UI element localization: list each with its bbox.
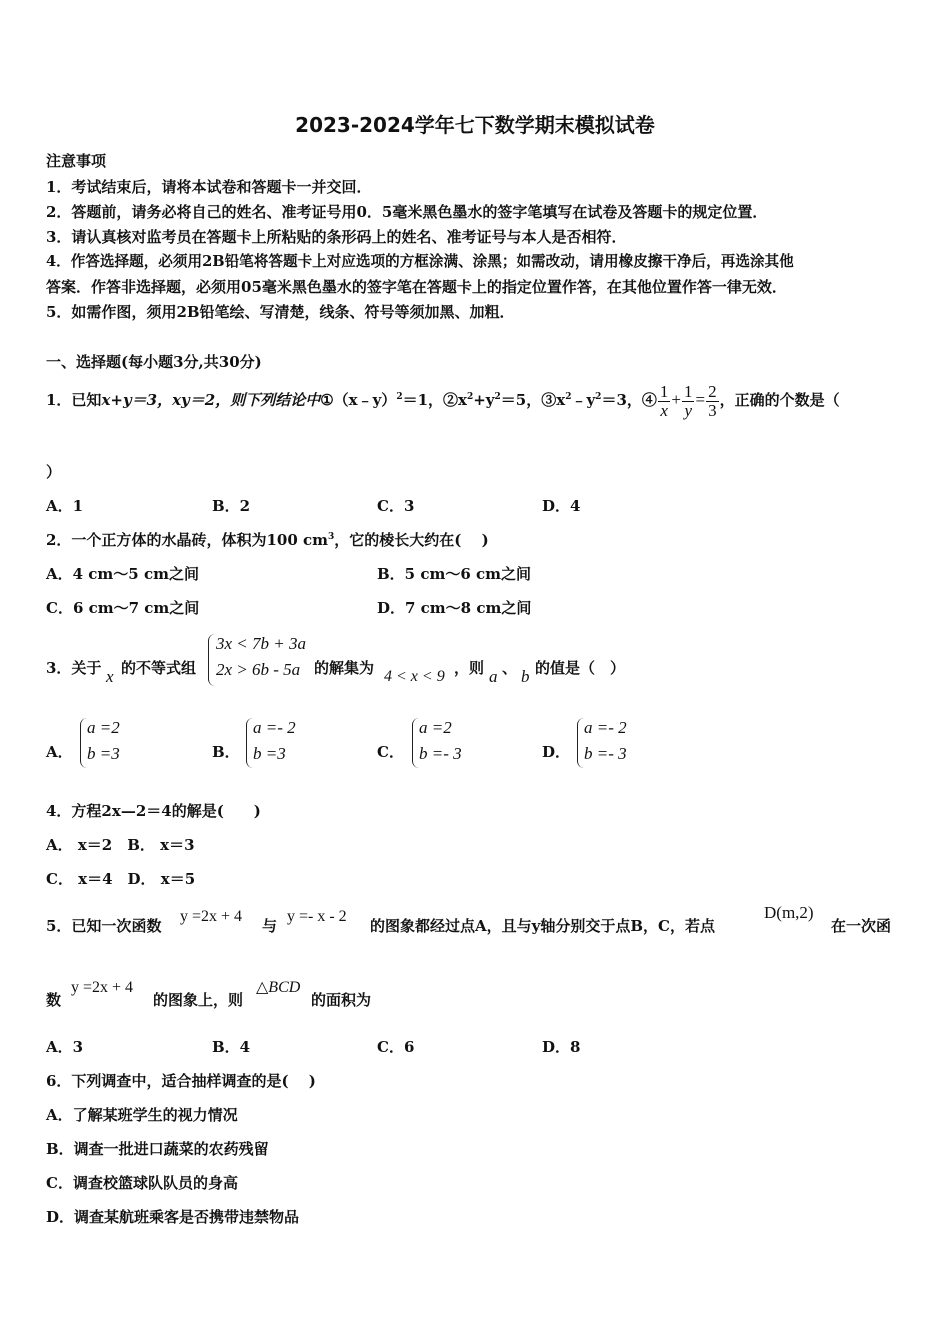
q3-option-a-label[interactable]: A．: [46, 743, 73, 761]
q1-frac-1: [658, 383, 671, 420]
q3-option-c-line-1: a =2: [419, 718, 452, 737]
q1-option-d[interactable]: D．4: [542, 497, 581, 515]
q5-function-3: y =2x + 4: [71, 979, 134, 996]
notice-item-3: 3．请认真核对监考员在答题卡上所粘贴的条形码上的姓名、准考证号与本人是否相符．: [46, 228, 627, 246]
q4-options-row-2[interactable]: C． x＝4 D． x＝5: [46, 870, 196, 888]
q5-mid2: 的图象都经过点A，且与y轴分别交于点B，C，若点: [370, 917, 715, 935]
q3-option-b-system[interactable]: [253, 715, 296, 768]
q1-c2-sup2: 2: [494, 392, 501, 402]
q3-option-d-line-1: a =- 2: [584, 718, 627, 737]
q3-option-a-line-2: b =3: [87, 744, 120, 764]
q1-equals: =: [695, 390, 706, 409]
q1-c1-sup: 2: [396, 392, 403, 402]
q3-option-c-line-2: b =- 3: [419, 744, 462, 764]
q3-a: a: [489, 667, 498, 686]
q1-c1-tail: ＝1，: [402, 391, 444, 409]
q5-lead: 5．已知一次函数: [46, 917, 162, 935]
q1-c3-tail: ＝3，: [601, 391, 642, 409]
q1-frac-3-num: 2: [708, 381, 717, 401]
q3-mid: 的不等式组: [121, 659, 197, 677]
q3-solution: 4 < x < 9: [384, 668, 445, 685]
q3-lead: 3．关于: [46, 659, 102, 677]
q1-frac-3: [706, 383, 719, 420]
q5-option-b[interactable]: B．4: [212, 1038, 251, 1056]
q6-option-d[interactable]: D．调查某航班乘客是否携带违禁物品: [46, 1208, 300, 1226]
q3-option-a-brace: [80, 718, 87, 768]
q1-given: x+y＝3，xy＝2，则下列结论中: [101, 391, 321, 409]
q3-ineq-2: 2x > 6b - 5a: [216, 660, 301, 680]
q3-var: x: [106, 667, 114, 686]
q2-stem-text: 2．一个正方体的水晶砖，体积为100 cm: [46, 531, 328, 549]
q5-tail2: 的面积为: [311, 991, 372, 1009]
q1-plus: +: [671, 390, 681, 409]
q5-tail1: 在一次函: [831, 917, 892, 935]
q3-option-d-label[interactable]: D．: [542, 743, 571, 761]
q3-option-b-line-2: b =3: [253, 744, 286, 764]
q5-lead2: 数: [46, 991, 62, 1009]
q2-option-c[interactable]: C．6 cm～7 cm之间: [46, 599, 200, 617]
q5-function-2: y =- x - 2: [287, 908, 347, 925]
q2-option-b[interactable]: B．5 cm～6 cm之间: [377, 565, 532, 583]
q6-option-c[interactable]: C．调查校篮球队队员的身高: [46, 1174, 238, 1192]
q2-option-a[interactable]: A．4 cm～5 cm之间: [46, 565, 199, 583]
q5-function-1: y =2x + 4: [180, 908, 243, 925]
q3-option-a-line-1: a =2: [87, 718, 120, 737]
notice-item-4a: 4．作答选择题，必须用2B铅笔将答题卡上对应选项的方框涂满、涂黑；如需改动，请用橡皮擦干净后，再选涂其他: [46, 253, 794, 270]
q1-c2: ②x: [443, 391, 467, 409]
q1-frac-3-den: 3: [708, 400, 717, 420]
q5-mid1: 与: [262, 917, 278, 935]
notice-item-5: 5．如需作图，须用2B铅笔绘、写清楚，线条、符号等须加黑、加粗．: [46, 303, 515, 321]
question-6-stem: 6．下列调查中，适合抽样调查的是( ): [46, 1072, 316, 1090]
q3-ineq-1: 3x < 7b + 3a: [216, 634, 306, 653]
q1-c2-sup1: 2: [466, 392, 474, 402]
section-heading: 一、选择题(每小题3分,共30分): [46, 353, 262, 371]
q6-option-b[interactable]: B．调查一批进口蔬菜的农药残留: [46, 1140, 269, 1158]
notice-heading: 注意事项: [46, 152, 107, 170]
q3-option-b-label[interactable]: B．: [212, 743, 240, 761]
q3-option-d-system[interactable]: [584, 715, 627, 768]
q2-sup: 3: [327, 532, 335, 542]
q1-frac-2: [682, 383, 695, 420]
q2-tail: ，它的棱长大约在( ): [334, 531, 489, 549]
q3-tail: 的值是（ ）: [535, 659, 626, 677]
q1-close: ）: [46, 463, 62, 481]
q6-option-a[interactable]: A．了解某班学生的视力情况: [46, 1106, 238, 1124]
q1-frac-2-num: 1: [683, 381, 693, 401]
q1-c2-tail: ＝5，: [500, 391, 542, 409]
q1-c3: ③x: [541, 391, 566, 409]
q3-option-c-label[interactable]: C．: [377, 743, 404, 761]
q3-option-b-brace: [246, 718, 253, 768]
q3-system: [216, 631, 306, 684]
q1-c3-sup2: 2: [595, 392, 602, 402]
q1-tail: ，正确的个数是（: [719, 391, 840, 409]
q3-option-c-brace: [412, 718, 419, 768]
notice-item-2: 2．答题前，请务必将自己的姓名、准考证号用0．5毫米黑色墨水的签字笔填写在试卷及答题卡的规定位置．: [46, 203, 768, 221]
q1-option-b[interactable]: B．2: [212, 497, 251, 515]
q3-mid3: ，则: [454, 659, 485, 677]
q3-option-d-brace: [577, 718, 584, 768]
question-1-stem: [46, 374, 840, 426]
q1-c2-mid: +y: [473, 391, 495, 409]
notice-item-4b: 答案．作答非选择题，必须用05毫米黑色墨水的签字笔在答题卡上的指定位置作答，在其他位置作答一律无效．: [46, 278, 787, 296]
q3-system-brace: [208, 634, 215, 686]
q1-frac-2-den: y: [684, 400, 692, 420]
q5-option-c[interactable]: C．6: [377, 1038, 415, 1056]
q3-b: b: [521, 667, 530, 686]
q1-option-c[interactable]: C．3: [377, 497, 415, 515]
q1-fraction-expression: [657, 381, 720, 420]
q1-frac-1-den: x: [660, 400, 668, 420]
exam-title: 2023-2024学年七下数学期末模拟试卷: [295, 113, 655, 137]
q5-option-d[interactable]: D．8: [542, 1038, 581, 1056]
q1-option-a[interactable]: A．1: [46, 497, 84, 515]
q4-options-row-1[interactable]: A． x＝2 B． x＝3: [46, 836, 195, 854]
q5-option-a[interactable]: A．3: [46, 1038, 84, 1056]
q3-option-a-system[interactable]: [87, 715, 120, 768]
q1-c4: ④: [641, 391, 657, 409]
q3-option-b-line-1: a =- 2: [253, 718, 296, 737]
q1-lead: 1．已知: [46, 391, 102, 409]
q1-c1: ①（x﹣y）: [320, 391, 397, 409]
q5-mid3: 的图象上，则: [153, 991, 244, 1009]
q3-option-d-line-2: b =- 3: [584, 744, 627, 764]
q3-mid2: 的解集为: [314, 659, 375, 677]
q3-option-c-system[interactable]: [419, 715, 462, 768]
question-2-stem: [46, 531, 489, 549]
q5-triangle: △BCD: [256, 979, 301, 996]
q5-point-d: D(m,2): [764, 903, 814, 922]
q1-c3-sup1: 2: [565, 392, 572, 402]
q2-option-d[interactable]: D．7 cm～8 cm之间: [377, 599, 532, 617]
q3-sep: 、: [502, 659, 518, 677]
q1-c3-mid: ﹣y: [571, 391, 596, 409]
notice-item-1: 1．考试结束后，请将本试卷和答题卡一并交回．: [46, 178, 372, 196]
question-4-stem: 4．方程2x—2＝4的解是( ): [46, 802, 261, 820]
q1-frac-1-num: 1: [659, 381, 669, 401]
